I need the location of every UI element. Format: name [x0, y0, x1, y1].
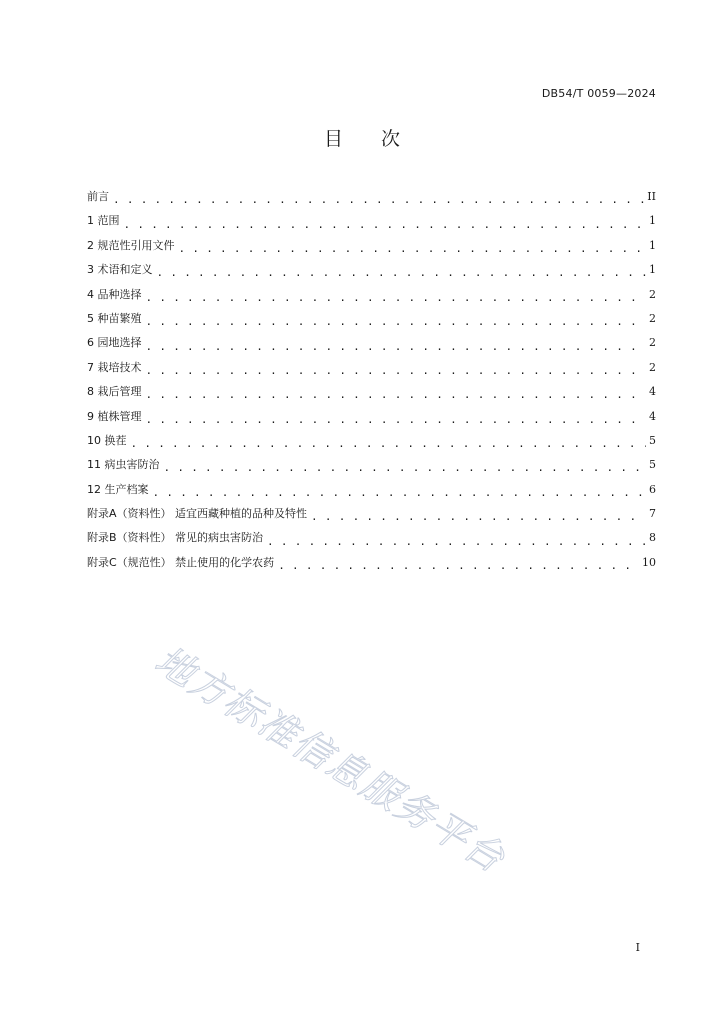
watermark: 地方标准信息服务平台: [147, 637, 514, 882]
toc-entry-page: 7: [649, 507, 656, 521]
toc-entry-label: 6 园地选择: [87, 336, 142, 350]
toc-entry-page: II: [647, 190, 656, 203]
toc-entry-label: 附录B（资料性） 常见的病虫害防治: [87, 531, 264, 545]
toc-leader-dots: [157, 268, 647, 280]
toc-entry-page: 5: [649, 458, 656, 472]
toc-entry[interactable]: [87, 433, 656, 457]
toc-entry-page: 10: [642, 555, 656, 569]
toc-leader-dots: [146, 366, 647, 378]
toc-entry-page: 8: [649, 531, 656, 545]
toc-entry-label: 3 术语和定义: [87, 263, 153, 277]
toc-entry-page: 4: [649, 385, 656, 399]
toc-entry[interactable]: [87, 213, 656, 237]
toc-entry-page: 2: [649, 311, 656, 325]
toc-entry-page: 2: [649, 360, 656, 374]
toc-entry-page: 1: [649, 263, 656, 277]
toc-entry[interactable]: [87, 530, 656, 554]
toc-entry-page: 2: [649, 336, 656, 350]
toc-entry[interactable]: [87, 384, 656, 408]
toc-leader-dots: [146, 317, 647, 329]
toc-entry-label: 5 种苗繁殖: [87, 311, 142, 325]
toc-entry[interactable]: [87, 262, 656, 286]
toc-leader-dots: [311, 512, 646, 524]
toc-leader-dots: [278, 561, 639, 573]
page-title-char-2: 次: [381, 128, 401, 150]
toc-entry[interactable]: [87, 287, 656, 311]
toc-entry[interactable]: [87, 409, 656, 433]
toc-leader-dots: [131, 439, 647, 451]
toc-entry-label: 7 栽培技术: [87, 360, 142, 374]
toc-leader-dots: [146, 415, 647, 427]
document-code: DB54/T 0059—2024: [541, 87, 656, 100]
toc-entry[interactable]: [87, 335, 656, 359]
toc-entry-page: 1: [649, 238, 656, 252]
page-number: I: [635, 941, 640, 954]
toc-entry-page: 4: [649, 409, 656, 423]
toc-entry-label: 前言: [87, 190, 109, 203]
toc-leader-dots: [146, 293, 647, 305]
toc-entry-label: 1 范围: [87, 214, 120, 228]
toc-leader-dots: [153, 488, 647, 500]
toc-entry-label: 附录C（规范性） 禁止使用的化学农药: [87, 555, 275, 569]
toc-entry[interactable]: [87, 506, 656, 530]
toc-entry-label: 2 规范性引用文件: [87, 238, 175, 252]
toc-entry[interactable]: [87, 360, 656, 384]
toc-entry-label: 4 品种选择: [87, 287, 142, 301]
toc-leader-dots: [146, 390, 647, 402]
toc-entry[interactable]: [87, 311, 656, 335]
toc-entry[interactable]: [87, 482, 656, 506]
toc-entry-page: 5: [649, 433, 656, 447]
toc-entry-label: 9 植株管理: [87, 409, 142, 423]
page-title: [0, 124, 724, 151]
table-of-contents: [87, 189, 656, 579]
toc-leader-dots: [179, 244, 647, 256]
toc-entry[interactable]: [87, 189, 656, 213]
toc-leader-dots: [113, 195, 644, 207]
toc-entry-page: 6: [649, 482, 656, 496]
toc-entry-label: 附录A（资料性） 适宜西藏种植的品种及特性: [87, 507, 308, 521]
toc-entry-label: 12 生产档案: [87, 482, 149, 496]
toc-leader-dots: [164, 463, 647, 475]
toc-entry-label: 11 病虫害防治: [87, 458, 160, 472]
toc-entry-label: 10 换茬: [87, 433, 127, 447]
toc-entry-page: 2: [649, 287, 656, 301]
toc-leader-dots: [267, 537, 646, 549]
toc-entry[interactable]: [87, 555, 656, 579]
toc-leader-dots: [146, 342, 647, 354]
toc-entry[interactable]: [87, 457, 656, 481]
toc-leader-dots: [124, 220, 647, 232]
toc-entry-page: 1: [649, 214, 656, 228]
toc-entry[interactable]: [87, 238, 656, 262]
toc-entry-label: 8 栽后管理: [87, 385, 142, 399]
page-title-char-1: 目: [323, 128, 343, 150]
